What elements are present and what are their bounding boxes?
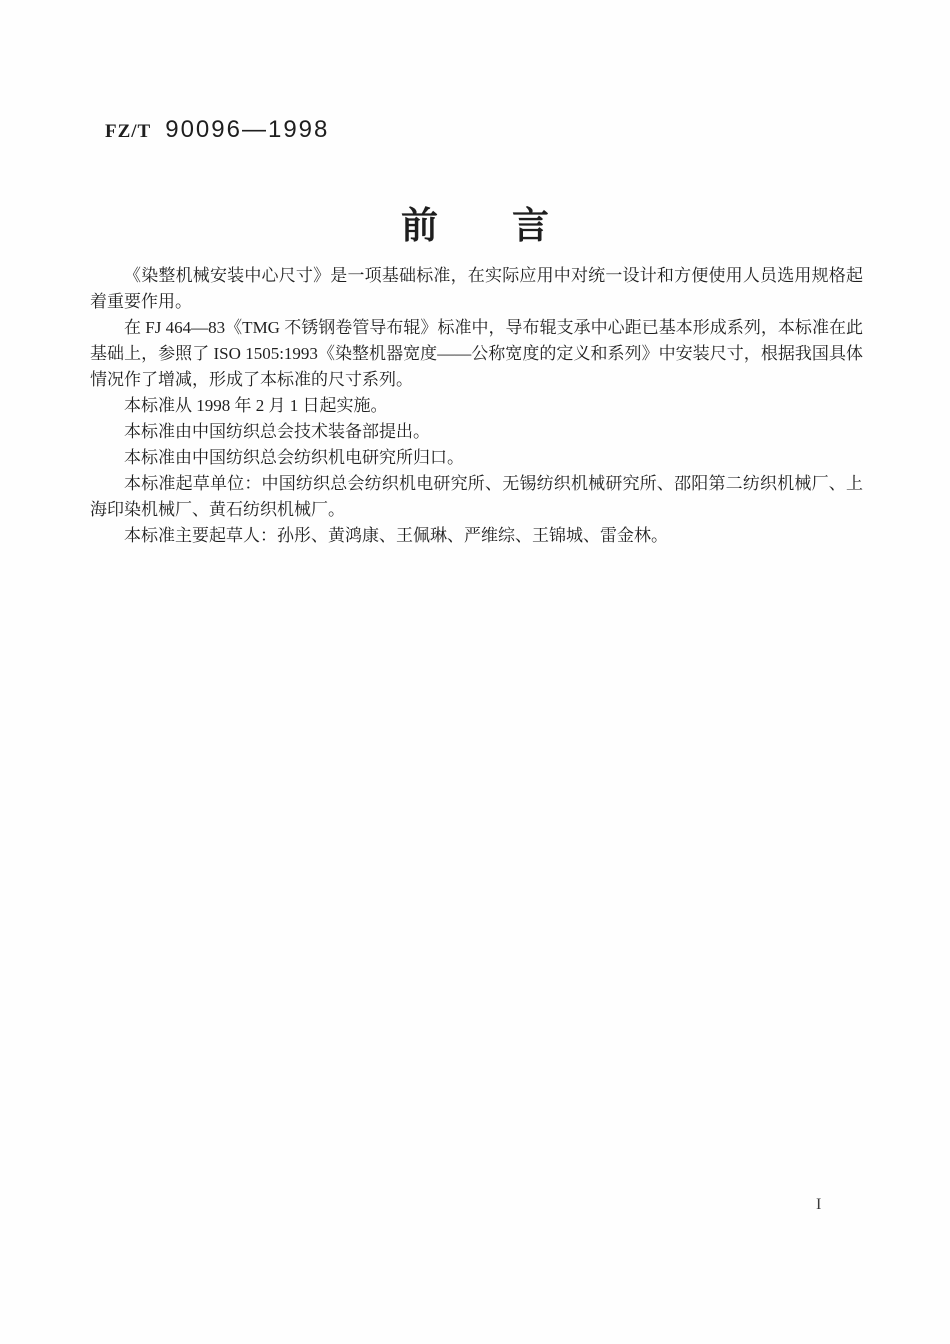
- foreword-paragraph-drafters: 本标准主要起草人：孙彤、黄鸿康、王佩琳、严维综、王锦城、雷金林。: [124, 526, 668, 545]
- foreword-paragraph-intro: 《染整机械安装中心尺寸》是一项基础标准，在实际应用中对统一设计和方便使用人员选用规格起着重要作用。: [90, 266, 863, 311]
- foreword-paragraph-drafting-organizations: 本标准起草单位：中国纺织总会纺织机电研究所、无锡纺织机械研究所、邵阳第二纺织机械厂、上海印染机械厂、黄石纺织机械厂。: [90, 474, 863, 519]
- page-title: 前 言: [401, 206, 549, 247]
- standard-code-prefix: FZ/T: [105, 121, 152, 142]
- foreword-paragraph-effective-date: 本标准从 1998 年 2 月 1 日起实施。: [124, 396, 388, 415]
- foreword-paragraph-basis: 在 FJ 464—83《TMG 不锈钢卷管导布辊》标准中，导布辊支承中心距已基本形成系列，本标准在此基础上，参照了 ISO 1505:1993《染整机器宽度——公称宽度的定义和系列》中安装尺寸，根据我国具体情况作了增减，形成了本标准的尺寸系列。: [90, 318, 863, 389]
- standard-code: [105, 116, 329, 144]
- foreword-paragraph-under-jurisdiction: 本标准由中国纺织总会纺织机电研究所归口。: [124, 448, 464, 467]
- standard-code-number: 90096—1998: [165, 116, 330, 143]
- foreword-paragraph-proposed-by: 本标准由中国纺织总会技术装备部提出。: [124, 422, 430, 441]
- page-number: I: [816, 1196, 822, 1213]
- foreword-body: [90, 263, 863, 549]
